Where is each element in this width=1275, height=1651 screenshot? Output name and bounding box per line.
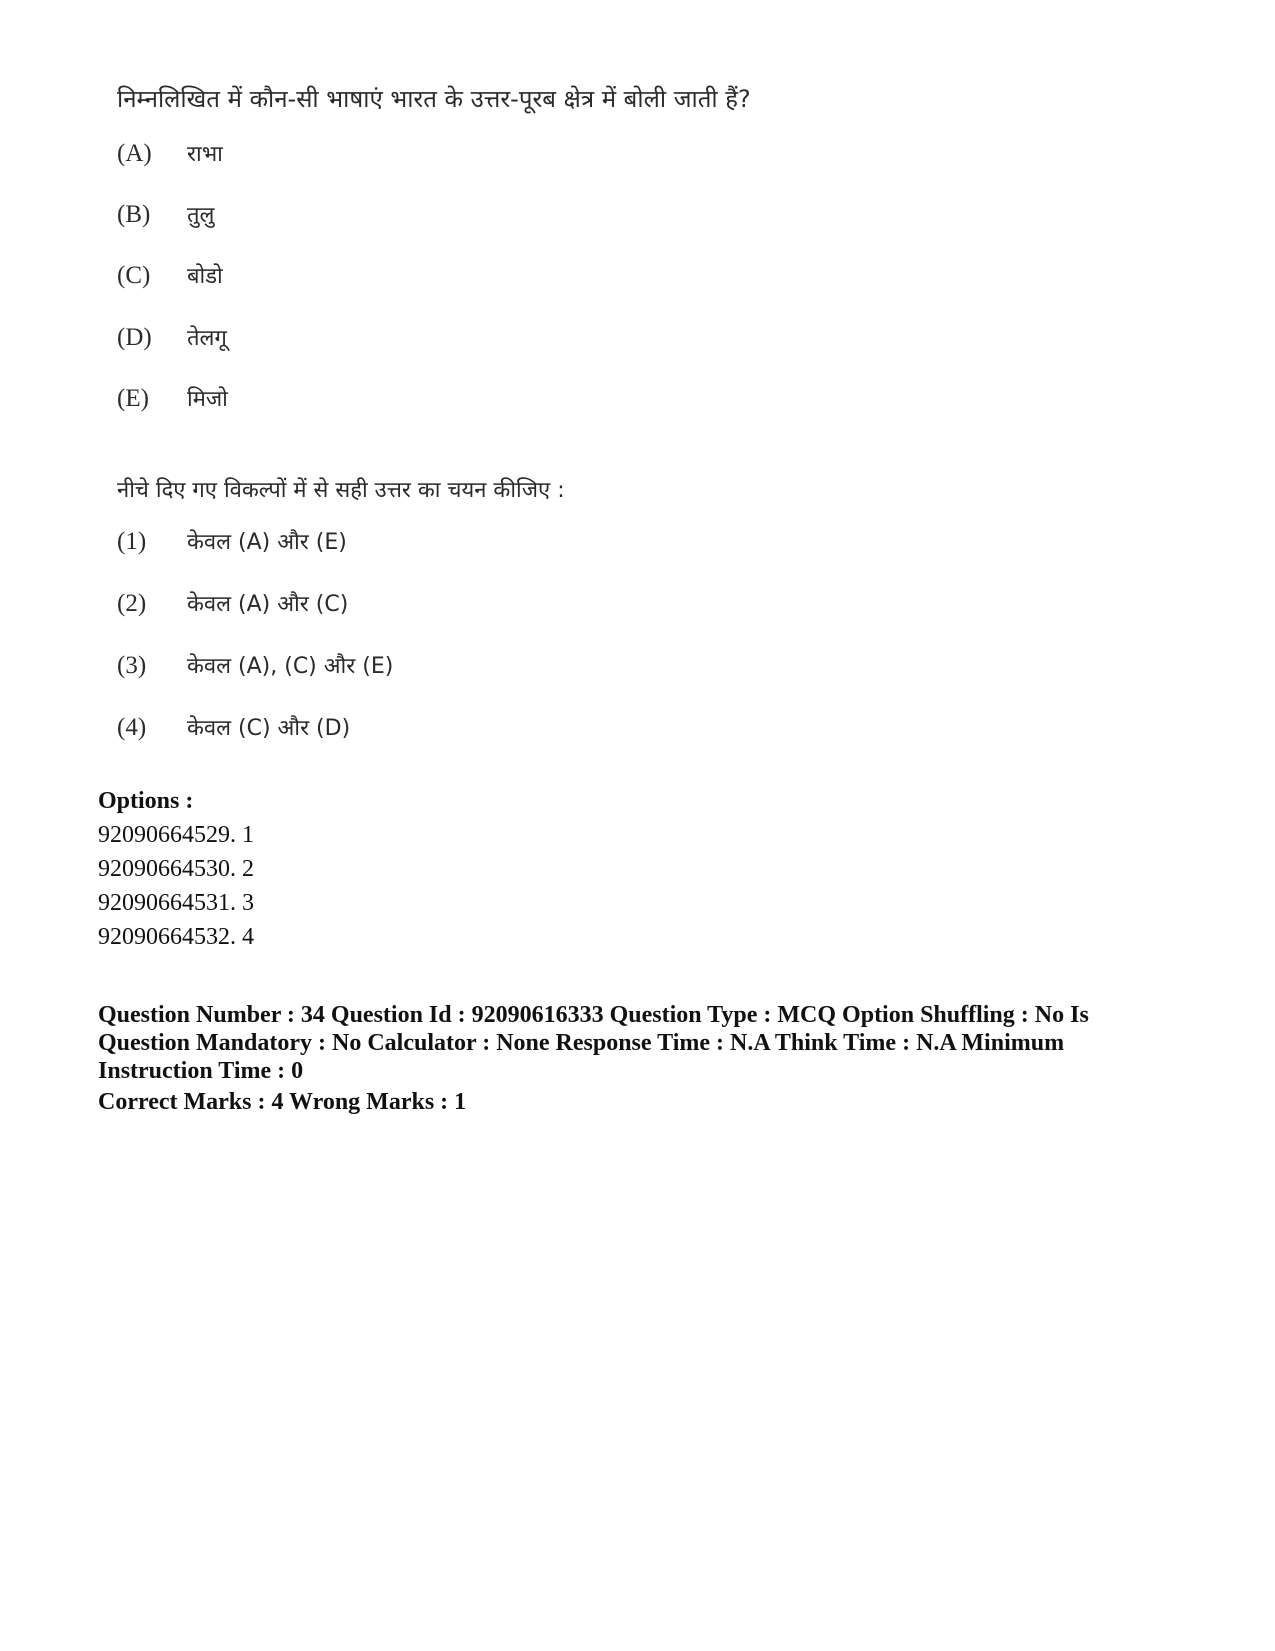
statement-label: (B) [117,201,151,228]
choice-text: केवल (C) और (D) [187,716,351,741]
statement-text: तुलु [187,203,215,228]
choice-3 [117,650,393,680]
statement-c [117,260,223,290]
statement-text: तेलगू [187,326,227,351]
statement-a [117,138,223,168]
option-item: 92090664532. 4 [98,924,254,950]
answer-instruction: नीचे दिए गए विकल्पों में से सही उत्तर का चयन कीजिए : [117,478,565,503]
statement-d [117,322,227,352]
statement-label: (C) [117,262,151,289]
statement-label: (D) [117,324,152,351]
choice-label: (1) [117,528,147,555]
question-meta-line: Instruction Time : 0 [98,1058,304,1084]
question-meta-line: Question Number : 34 Question Id : 92090616333 Question Type : MCQ Option Shuffling : No Is [98,1002,1089,1028]
choice-label: (3) [117,652,147,679]
options-heading: Options : [98,788,194,814]
question-meta-line: Question Mandatory : No Calculator : None Response Time : N.A Think Time : N.A Minimum [98,1030,1065,1056]
choice-text: केवल (A), (C) और (E) [187,654,394,679]
statement-text: बोडो [187,264,223,289]
statement-b [117,199,214,229]
option-item: 92090664529. 1 [98,822,254,848]
question-stem: निम्नलिखित में कौन-सी भाषाएं भारत के उत्तर-पूरब क्षेत्र में बोली जाती हैं? [117,85,751,113]
choice-1 [117,526,347,556]
choice-2 [117,588,348,618]
question-meta [98,1001,1178,1085]
statement-label: (E) [117,385,149,412]
choice-label: (2) [117,590,147,617]
statement-text: राभा [187,142,223,167]
statement-text: मिजो [187,387,228,412]
choice-4 [117,712,350,742]
statement-e [117,383,228,413]
choice-label: (4) [117,714,147,741]
choice-text: केवल (A) और (E) [187,530,347,555]
option-item: 92090664531. 3 [98,890,254,916]
option-item: 92090664530. 2 [98,856,254,882]
statement-label: (A) [117,140,152,167]
question-marks: Correct Marks : 4 Wrong Marks : 1 [98,1089,467,1115]
choice-text: केवल (A) और (C) [187,592,349,617]
